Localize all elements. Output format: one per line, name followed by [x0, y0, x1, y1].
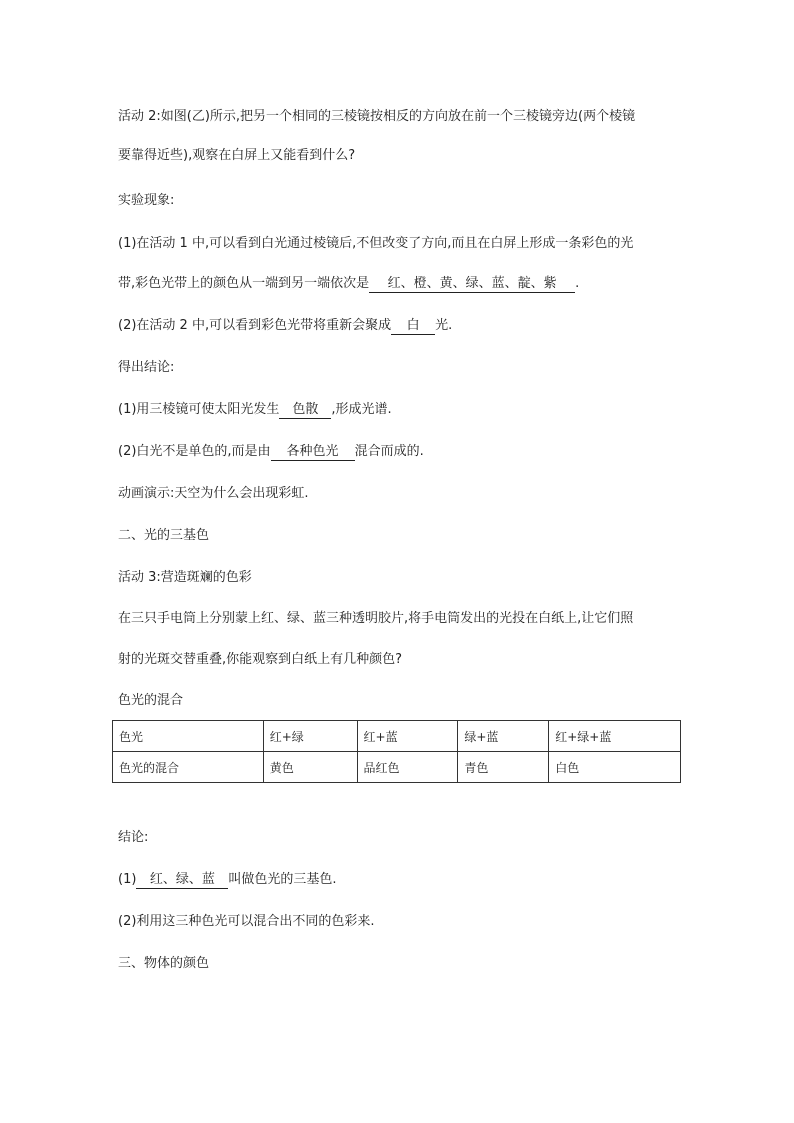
table-cell: 绿+蓝 — [458, 721, 549, 752]
answer-blank-colored-lights: 各种色光 — [271, 444, 355, 461]
activity3-line1: 在三只手电筒上分别蒙上红、绿、蓝三种透明胶片,将手电筒发出的光投在白纸上,让它们照 — [118, 611, 634, 626]
phenomenon-heading: 实验现象: — [118, 193, 175, 208]
phenomenon-item1-line2 — [118, 275, 579, 293]
section2-conclusion-heading: 结论: — [118, 830, 149, 845]
animation-note: 动画演示:天空为什么会出现彩虹. — [118, 486, 309, 501]
phenomenon-item2-prefix: (2)在活动 2 中,可以看到彩色光带将重新会聚成 — [118, 318, 392, 333]
conclusion1-item1-suffix: ,形成光谱. — [331, 402, 392, 417]
conclusion1-item2 — [118, 443, 424, 461]
phenomenon-item1-suffix: . — [575, 276, 580, 291]
phenomenon-item2-suffix: 光. — [435, 318, 453, 333]
activity3-line2: 射的光斑交替重叠,你能观察到白纸上有几种颜色? — [118, 652, 403, 667]
conclusion1-item2-suffix: 混合而成的. — [354, 444, 424, 459]
section2-conclusion1-prefix: (1) — [118, 872, 137, 887]
table-cell: 红+绿 — [263, 721, 357, 752]
phenomenon-item2 — [118, 317, 452, 335]
table-cell: 青色 — [458, 752, 549, 783]
section2-title: 二、光的三基色 — [118, 528, 210, 543]
table-cell: 色光 — [113, 721, 264, 752]
table-caption: 色光的混合 — [118, 693, 184, 708]
answer-blank-white: 白 — [391, 318, 435, 335]
color-mixing-table — [112, 720, 681, 783]
table-cell: 色光的混合 — [113, 752, 264, 783]
table-cell: 白色 — [549, 752, 681, 783]
table-cell: 红+蓝 — [357, 721, 458, 752]
activity2-line2: 要靠得近些),观察在白屏上又能看到什么? — [118, 148, 356, 163]
table-row — [113, 752, 681, 783]
phenomenon-item1-prefix: 带,彩色光带上的颜色从一端到另一端依次是 — [118, 276, 370, 291]
table-row — [113, 721, 681, 752]
conclusion1-heading: 得出结论: — [118, 360, 175, 375]
table-cell: 红+绿+蓝 — [549, 721, 681, 752]
answer-blank-primary-colors: 红、绿、蓝 — [136, 872, 228, 889]
answer-blank-spectrum: 红、橙、黄、绿、蓝、靛、紫 — [369, 276, 575, 293]
activity2-line1: 活动 2:如图(乙)所示,把另一个相同的三棱镜按相反的方向放在前一个三棱镜旁边(两个棱镜 — [118, 109, 636, 124]
conclusion1-item1-prefix: (1)用三棱镜可使太阳光发生 — [118, 402, 280, 417]
conclusion1-item1 — [118, 401, 392, 419]
section2-conclusion1-suffix: 叫做色光的三基色. — [228, 872, 337, 887]
section3-title: 三、物体的颜色 — [118, 956, 210, 971]
conclusion1-item2-prefix: (2)白光不是单色的,而是由 — [118, 444, 271, 459]
phenomenon-item1-line1: (1)在活动 1 中,可以看到白光通过棱镜后,不但改变了方向,而且在白屏上形成一条彩色的光 — [118, 236, 634, 251]
activity3-title: 活动 3:营造斑斓的色彩 — [118, 570, 252, 585]
table-cell: 品红色 — [357, 752, 458, 783]
answer-blank-dispersion: 色散 — [279, 402, 331, 419]
section2-conclusion2: (2)利用这三种色光可以混合出不同的色彩来. — [118, 914, 375, 929]
table-cell: 黄色 — [263, 752, 357, 783]
section2-conclusion1 — [118, 871, 337, 889]
